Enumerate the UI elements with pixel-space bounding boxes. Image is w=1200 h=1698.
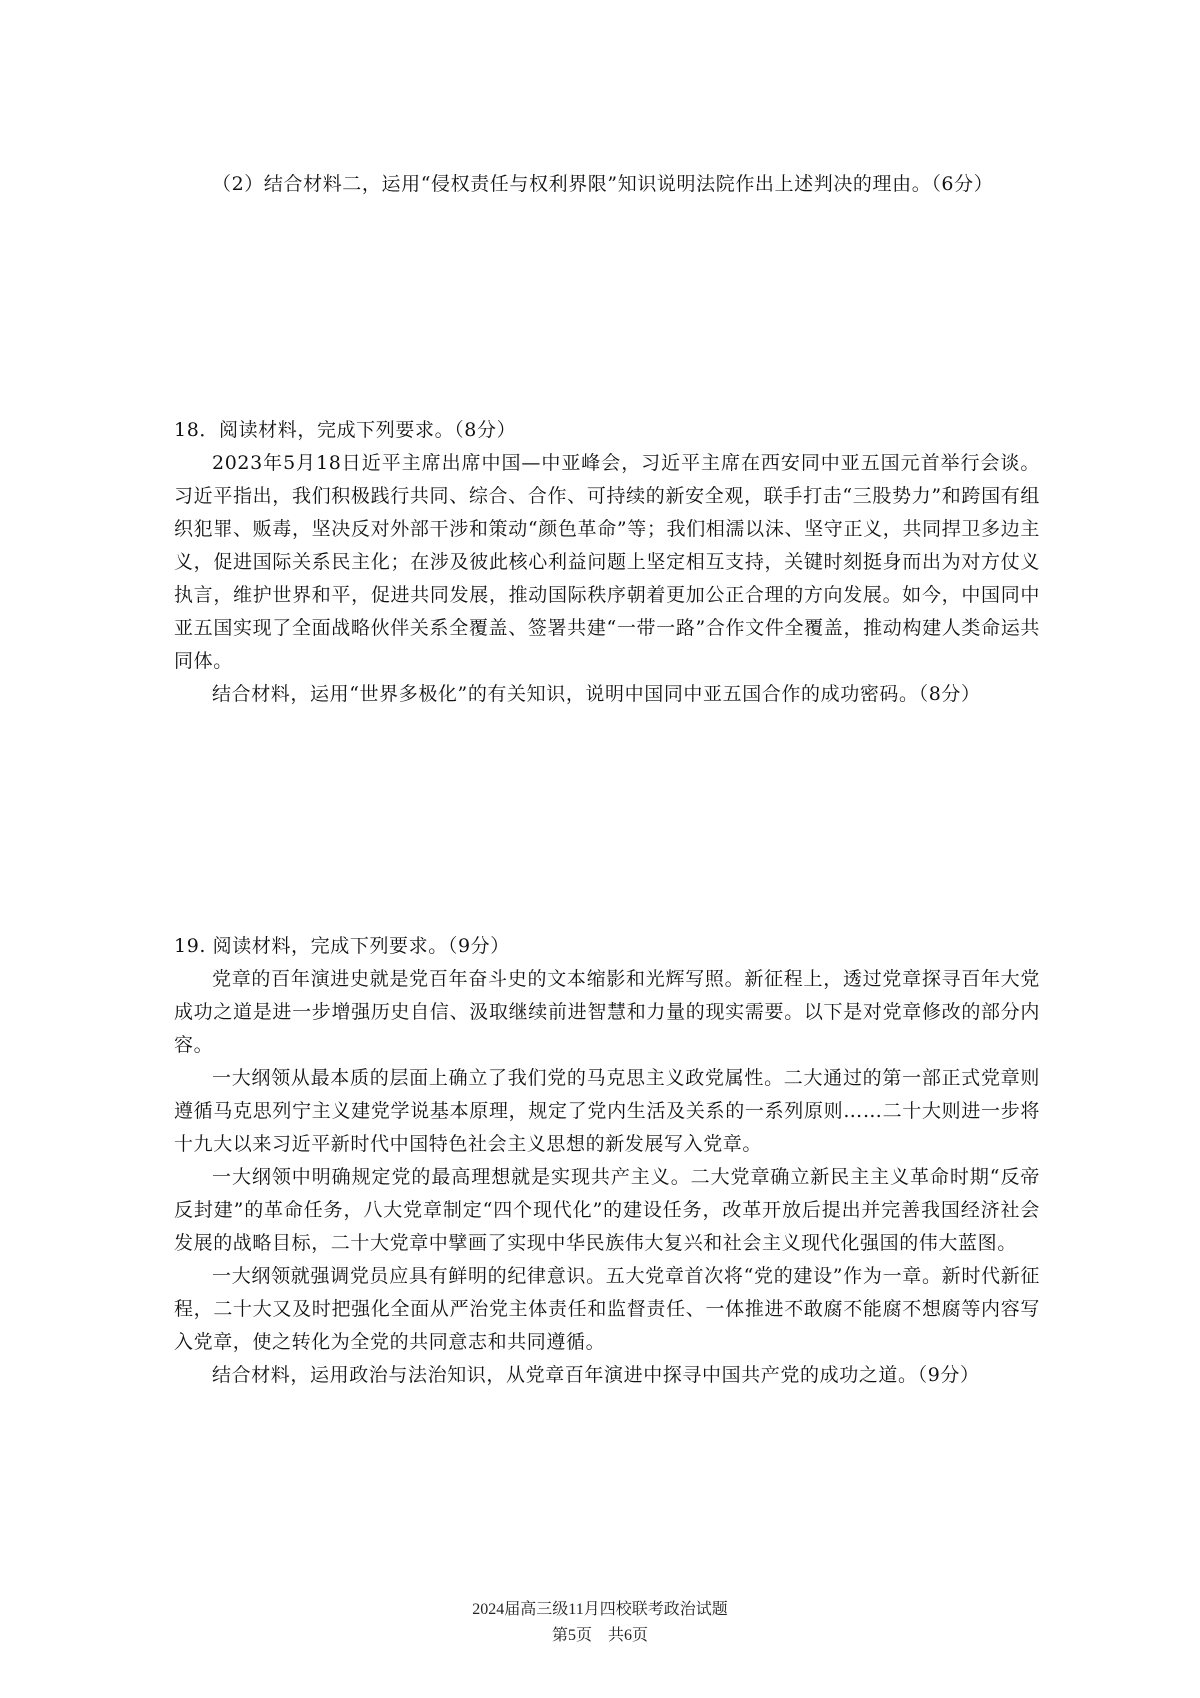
- question-19: [174, 930, 1040, 1392]
- question-17-part-2: [174, 168, 1040, 201]
- question-18-prompt: 结合材料，运用“世界多极化”的有关知识，说明中国同中亚五国合作的成功密码。（8分）: [212, 683, 981, 705]
- question-19-paragraph: 一大纲领从最本质的层面上确立了我们党的马克思主义政党属性。二大通过的第一部正式党章则遵循马克思列宁主义建党学说基本原理，规定了党内生活及关系的一系列原则……二十大则进一步将十九大以来习近平新时代中国特色社会主义思想的新发展写入党章。: [174, 1067, 1040, 1155]
- footer-page-number: 第5页 共6页: [551, 1627, 648, 1644]
- question-17-part-2-text: （2）结合材料二，运用“侵权责任与权利界限”知识说明法院作出上述判决的理由。（6分）: [212, 173, 994, 195]
- question-18-heading: 18．阅读材料，完成下列要求。（8分）: [174, 419, 517, 441]
- question-19-prompt: 结合材料，运用政治与法治知识，从党章百年演进中探寻中国共产党的成功之道。（9分）: [212, 1364, 980, 1386]
- question-19-heading: 19. 阅读材料，完成下列要求。（9分）: [174, 935, 510, 957]
- question-19-paragraph: 党章的百年演进史就是党百年奋斗史的文本缩影和光辉写照。新征程上，透过党章探寻百年大党成功之道是进一步增强历史自信、汲取继续前进智慧和力量的现实需要。以下是对党章修改的部分内容。: [174, 968, 1040, 1056]
- question-19-paragraph: 一大纲领中明确规定党的最高理想就是实现共产主义。二大党章确立新民主主义革命时期“反帝反封建”的革命任务，八大党章制定“四个现代化”的建设任务，改革开放后提出并完善我国经济社会发展的战略目标，二十大党章中擘画了实现中华民族伟大复兴和社会主义现代化强国的伟大蓝图。: [174, 1166, 1040, 1254]
- question-18-material: 2023年5月18日近平主席出席中国—中亚峰会，习近平主席在西安同中亚五国元首举行会谈。习近平指出，我们积极践行共同、综合、合作、可持续的新安全观，联手打击“三股势力”和跨国有组织犯罪、贩毒，坚决反对外部干涉和策动“颜色革命”等；我们相濡以沫、坚守正义，共同捍卫多边主义，促进国际关系民主化；在涉及彼此核心利益问题上坚定相互支持，关键时刻挺身而出为对方仗义执言，维护世界和平，促进共同发展，推动国际秩序朝着更加公正合理的方向发展。如今，中国同中亚五国实现了全面战略伙伴关系全覆盖、签署共建“一带一路”合作文件全覆盖，推动构建人类命运共同体。: [174, 452, 1040, 672]
- footer-exam-title: 2024届高三级11月四校联考政治试题: [472, 1601, 728, 1618]
- question-18: [174, 414, 1040, 711]
- question-19-paragraph: 一大纲领就强调党员应具有鲜明的纪律意识。五大党章首次将“党的建设”作为一章。新时代新征程，二十大又及时把强化全面从严治党主体责任和监督责任、一体推进不敢腐不能腐不想腐等内容写入党章，使之转化为全党的共同意志和共同遵循。: [174, 1265, 1040, 1353]
